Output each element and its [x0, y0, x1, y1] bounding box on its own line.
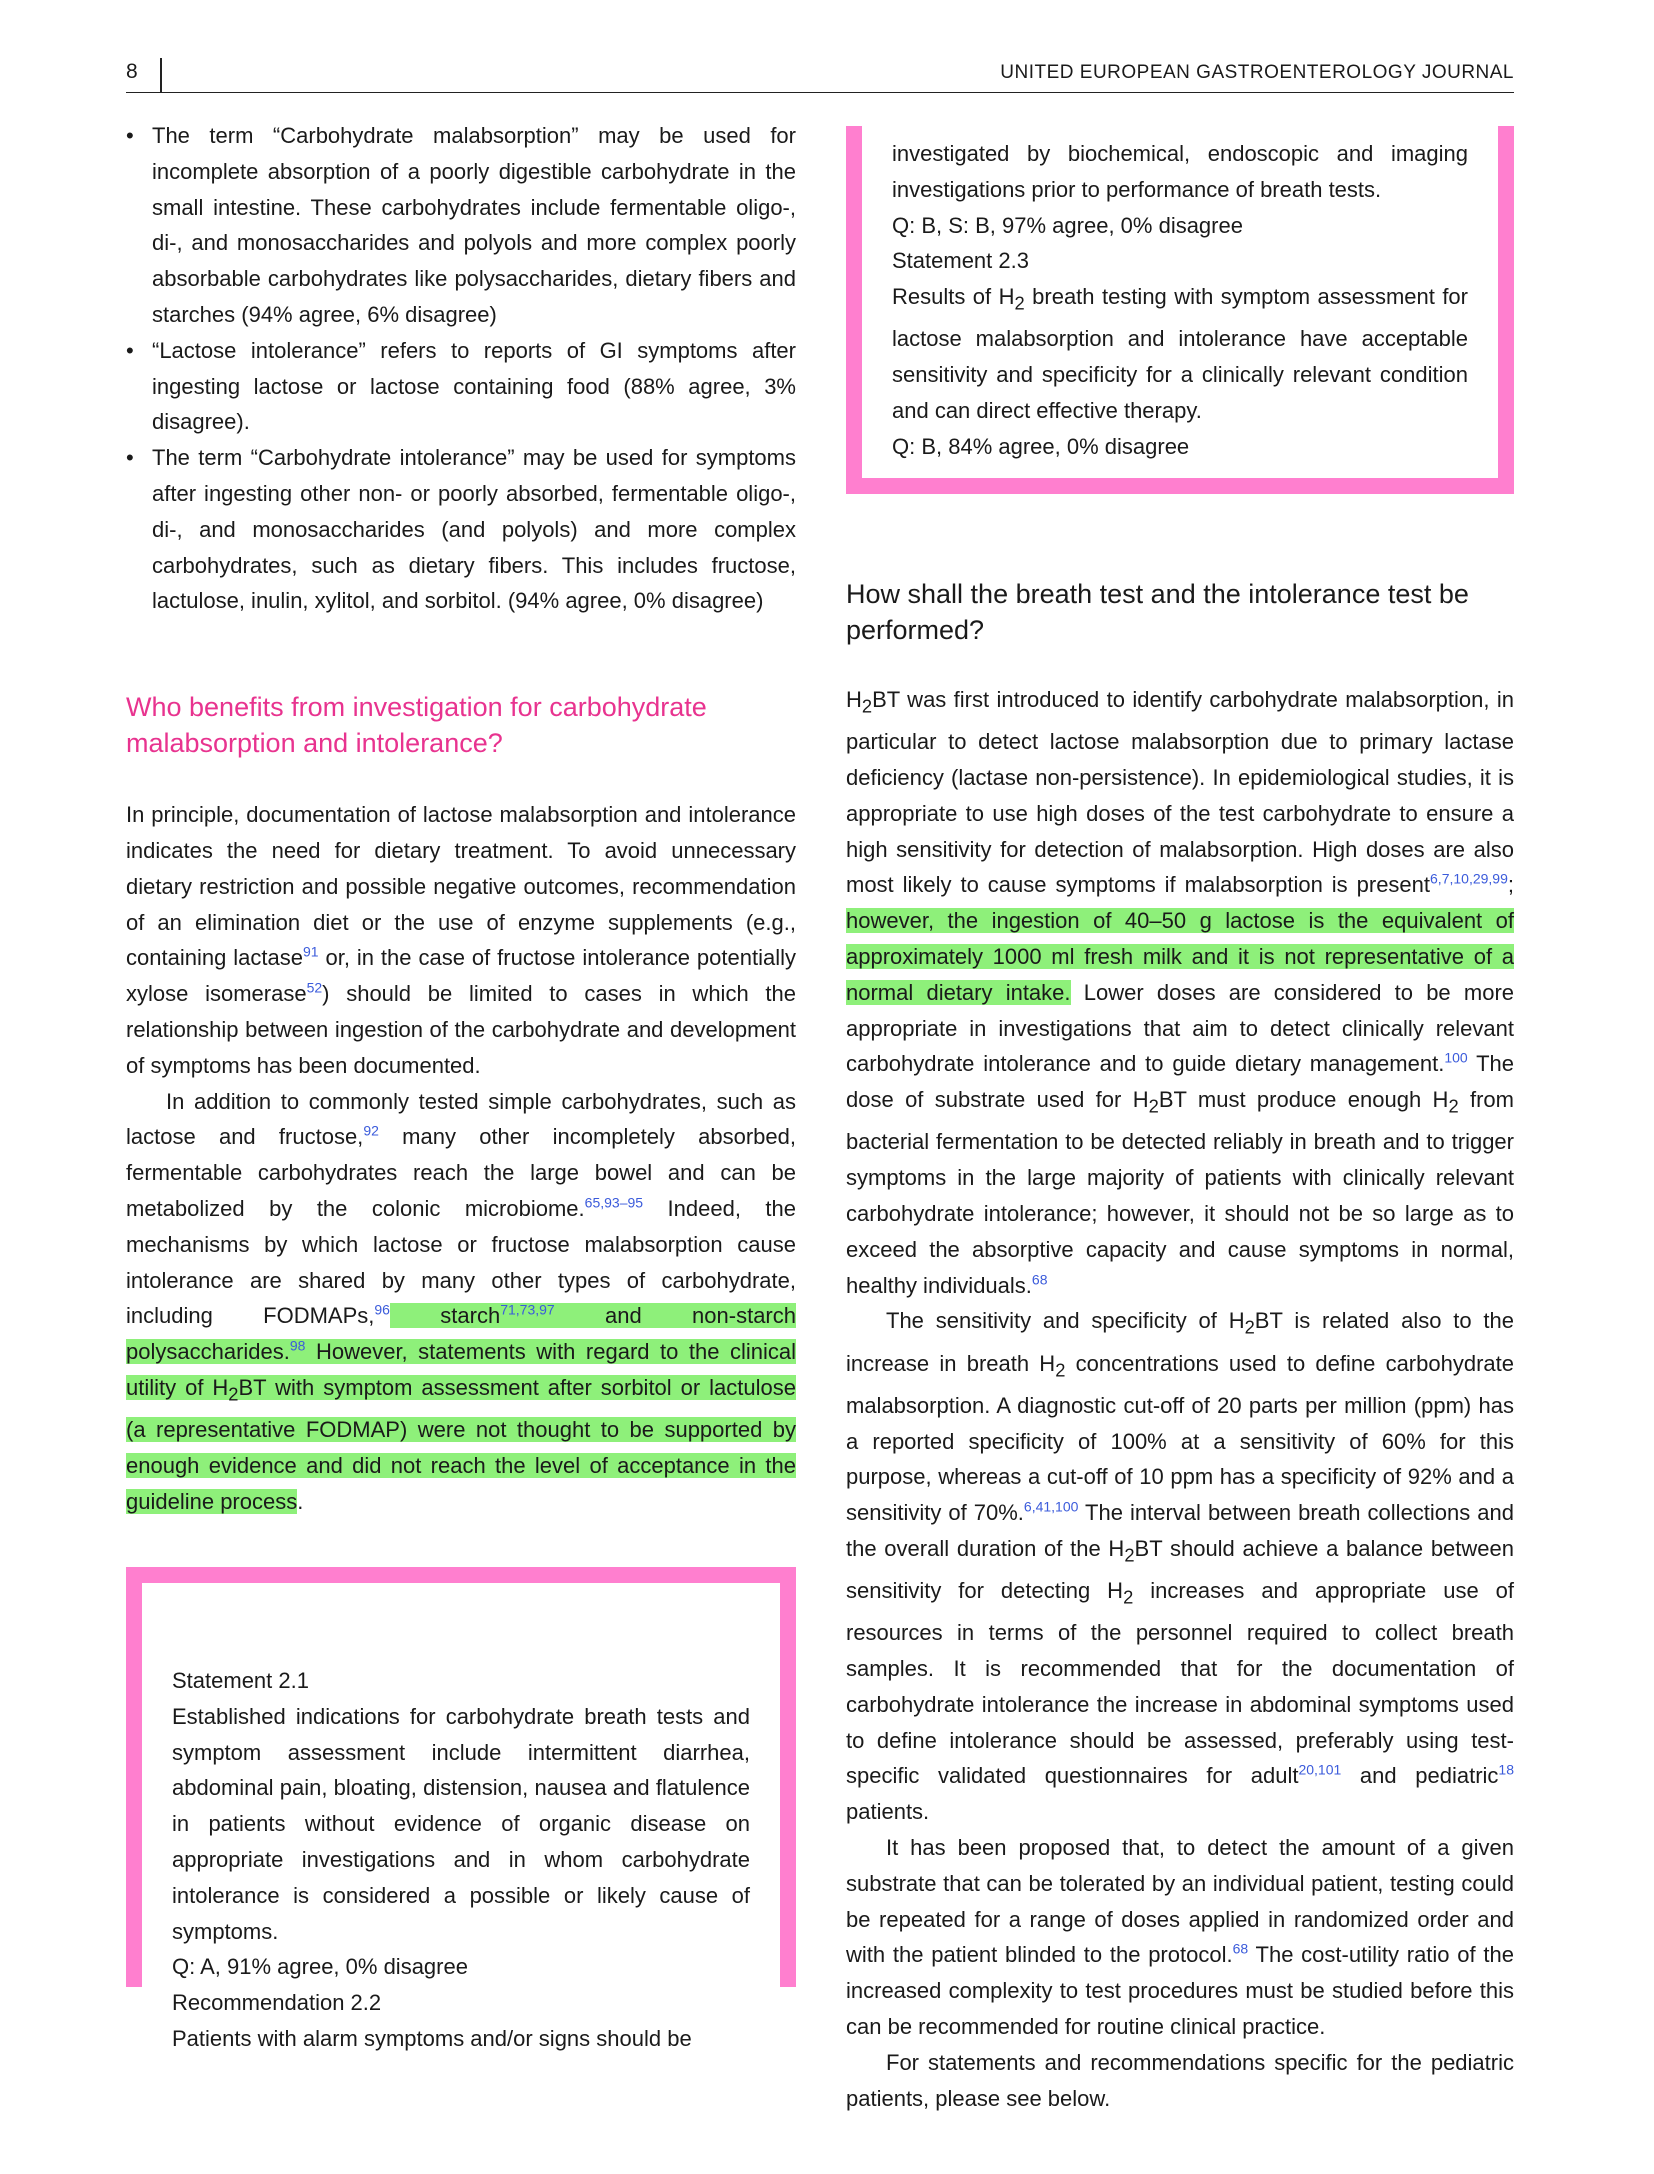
text-span: However, statements with regard to the clinical utility of H	[126, 1339, 796, 1400]
recommendation-title: Recommendation 2.2	[172, 1990, 382, 2016]
text-span: H	[846, 687, 862, 712]
page-number: 8	[126, 60, 138, 83]
subscript: 2	[1244, 1316, 1255, 1338]
journal-title: UNITED EUROPEAN GASTROENTEROLOGY JOURNAL	[1000, 62, 1514, 83]
citation-link[interactable]: 6,7,10,29,99	[1430, 871, 1508, 888]
text-span: In principle, documentation of lactose malabsorption and intolerance indicates the need for dietary treatment. To avoid unnecessary dietary restriction and possible negative outcomes, recommendation of an elimination diet or the use of enzyme supplements (e.g., containing lactase	[126, 802, 796, 971]
list-item: • The term “Carbohydrate malabsorption” may be used for incomplete absorption of a poorly digestible carbohydrate in the small intestine. These carbohydrates include fermentable oligo-, di-, and monosaccharides and polyols and more complex poorly absorbable carbohydrates like polysaccharides, dietary fibers and starches (94% agree, 6% disagree)	[126, 118, 796, 333]
paragraph	[846, 1303, 1514, 1830]
text-span: BT is related also to the increase in breath H	[846, 1308, 1514, 1376]
citation-link[interactable]: 71,73,97	[500, 1301, 555, 1318]
text-span: Indeed, the mechanisms by which lactose or fructose malabsorption cause intolerance are shared by many other types of carbohydrate, including FODMAPs,	[126, 1195, 797, 1329]
statement-box-content	[172, 1663, 750, 2057]
text-span: The interval between breath collections and the overall duration of the H	[846, 1500, 1515, 1561]
citation-link[interactable]: 92	[363, 1123, 379, 1139]
statement-box-left	[126, 1567, 796, 2051]
subscript: 2	[1055, 1358, 1066, 1380]
paragraph	[126, 797, 796, 1083]
text-span: The dose of substrate used for H	[846, 1051, 1515, 1113]
text-span: patients.	[846, 1799, 930, 1825]
list-item: • “Lactose intolerance” refers to reports of GI symptoms after ingesting lactose or lactose containing food (88% agree, 3% disagree).	[126, 333, 796, 440]
citation-link[interactable]: 65,93–95	[584, 1194, 644, 1211]
recommendation-text: investigated by biochemical, endoscopic and imaging investigations prior to performance of breath tests.	[892, 141, 1468, 202]
citation-link[interactable]: 91	[302, 944, 319, 961]
page-header	[126, 58, 1514, 93]
definition-list	[126, 118, 796, 619]
statement-title: Statement 2.1	[172, 1668, 309, 1693]
citation-link[interactable]: 6,41,100	[1023, 1498, 1079, 1515]
paragraph	[846, 682, 1514, 1303]
subscript: 2	[1448, 1095, 1459, 1117]
text-span: or, in the case of fructose intolerance potentially xylose isomerase	[126, 945, 796, 1007]
subscript: 2	[1124, 1544, 1135, 1566]
citation-link[interactable]: 100	[1444, 1050, 1468, 1067]
statement-text: Established indications for carbohydrate breath tests and symptom assessment include intermittent diarrhea, abdominal pain, bloating, distension, nausea and flatulence in patients without evidence of organic disease on appropriate investigations and in whom carbohydrate intolerance is considered a possible or likely cause of symptoms.	[172, 1703, 750, 1944]
text-span: increases and appropriate use of resources in terms of the personnel required to collect breath samples. It is recommended that for the documentation of carbohydrate intolerance the increase in abdominal symptoms used to define intolerance should be assessed, preferably using test-specific validated questionnaires for adult	[846, 1578, 1514, 1789]
text-span: .	[297, 1488, 304, 1514]
citation-link[interactable]: 68	[1031, 1271, 1048, 1288]
subscript: 2	[861, 695, 873, 717]
paragraph	[126, 1084, 796, 1520]
text-span: and pediatric	[1341, 1763, 1499, 1789]
right-column	[846, 576, 1514, 2116]
recommendation-vote: Q: B, S: B, 97% agree, 0% disagree	[892, 212, 1243, 238]
text-span: from bacterial fermentation to be detected reliably in breath and to trigger symptoms in the large majority of patients with clinically relevant carbohydrate intolerance; however, it should not be so large as to exceed the absorptive capacity and cause symptoms in normal, healthy individuals.	[846, 1087, 1514, 1298]
text-span: The cost-utility ratio of the increased complexity to test procedures must be studied before this can be recommended for routine clinical practice.	[846, 1942, 1514, 2040]
text-span: breath testing with symptom assessment for lactose malabsorption and intolerance have acceptable sensitivity and specificity for a clinically relevant condition and can direct effective therapy.	[892, 284, 1468, 423]
text-span: BT must produce enough H	[1158, 1087, 1449, 1113]
left-column	[126, 118, 796, 1519]
recommendation-text: Patients with alarm symptoms and/or signs should be	[172, 2025, 692, 2051]
section-heading-how-performed: How shall the breath test and the intolerance test be performed?	[846, 579, 1469, 645]
citation-link[interactable]: 98	[289, 1337, 306, 1354]
statement-vote: Q: B, 84% agree, 0% disagree	[892, 433, 1190, 459]
statement-text	[892, 279, 1468, 429]
text-span: ;	[1507, 872, 1514, 898]
header-divider	[160, 58, 162, 92]
text-span: and non-starch polysaccharides.	[126, 1303, 796, 1365]
subscript: 2	[1014, 292, 1025, 314]
text-span: many other incompletely absorbed, fermentable carbohydrates reach the large bowel and can be metabolized by the colonic microbiome.	[126, 1124, 796, 1221]
highlighted-text: however, the ingestion of 40–50 g lactose is the equivalent of approximately 1000 ml fresh milk and it is not representative of a normal dietary intake.	[846, 908, 1514, 1005]
section-heading-who-benefits: Who benefits from investigation for carbohydrate malabsorption and intolerance?	[126, 692, 707, 759]
text-span: In addition to commonly tested simple carbohydrates, such as lactose and fructose,	[126, 1088, 796, 1150]
highlighted-text	[126, 1303, 796, 1513]
statement-box-right	[846, 126, 1514, 494]
text-span: BT with symptom assessment after sorbitol or lactulose (a representative FODMAP) were not thought to be supported by enough evidence and did not reach the level of acceptance in the guideline process	[126, 1374, 796, 1514]
list-item: • The term “Carbohydrate intolerance” may be used for symptoms after ingesting other non- or poorly absorbed, fermentable oligo-, di-, and monosaccharides (and polyols) and more complex carbohydrates, such as dietary fibers. This includes fructose, lactulose, inulin, xylitol, and sorbitol. (94% agree, 0% disagree)	[126, 440, 796, 619]
text-span: The sensitivity and specificity of H	[886, 1308, 1245, 1334]
text-span: starch	[389, 1303, 501, 1329]
text-span: ) should be limited to cases in which the relationship between ingestion of the carbohydrate and development of symptoms has been documented.	[126, 981, 796, 1078]
paragraph: For statements and recommendations specific for the pediatric patients, please see below.	[846, 2049, 1514, 2111]
text-span: BT should achieve a balance between sensitivity for detecting H	[846, 1535, 1514, 1604]
text-span: Lower doses are considered to be more appropriate in investigations that aim to detect clinically relevant carbohydrate intolerance and to guide dietary management.	[846, 979, 1515, 1077]
citation-link[interactable]: 68	[1232, 1941, 1249, 1958]
text-span: Results of H	[892, 284, 1015, 310]
subscript: 2	[1148, 1095, 1159, 1117]
citation-link[interactable]: 52	[306, 979, 323, 996]
statement-box-content	[892, 136, 1468, 465]
statement-title: Statement 2.3	[892, 248, 1029, 274]
paragraph	[846, 1830, 1514, 2045]
subscript: 2	[1123, 1586, 1134, 1608]
text-span: BT was first introduced to identify carbohydrate malabsorption, in particular to detect lactose malabsorption due to primary lactase deficiency (lactase non-persistence). In epidemiological studies, it is appropriate to use high doses of the test carbohydrate to ensure a high sensitivity for detection of malabsorption. High doses are also most likely to cause symptoms if malabsorption is present	[846, 687, 1514, 898]
statement-vote: Q: A, 91% agree, 0% disagree	[172, 1954, 468, 1980]
subscript: 2	[228, 1383, 239, 1405]
text-span: It has been proposed that, to detect the amount of a given substrate that can be tolerated by an individual patient, testing could be repeated for a range of doses applied in randomized order and with the patient blinded to the protocol.	[846, 1835, 1514, 1968]
citation-link[interactable]: 96	[374, 1301, 390, 1318]
citation-link[interactable]: 20,101	[1298, 1762, 1342, 1779]
citation-link[interactable]: 18	[1498, 1762, 1514, 1779]
text-span: concentrations used to define carbohydrate malabsorption. A diagnostic cut-off of 20 parts per million (ppm) has a reported specificity of 100% at a sensitivity of 60% for this purpose, whereas a cut-off of 10 ppm has a specificity of 92% and a sensitivity of 70%.	[846, 1350, 1514, 1526]
